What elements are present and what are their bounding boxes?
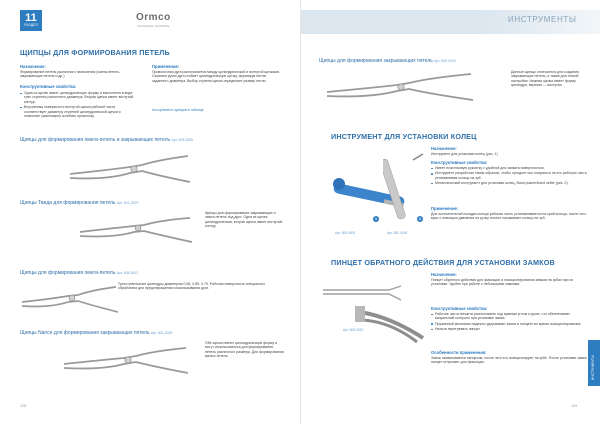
art-tag-lock: Арт. 808-0343 [343,328,364,332]
lock-design-label: Конструктивные свойства: [431,306,488,311]
brand-tagline: Your Practice. Our Priority. [137,24,170,28]
section-title [20,270,138,276]
brand-logo: Ormco [136,12,171,23]
lock-bullet: Рабочие части пинцета расположены под прямым углом к ручке, что обеспечивает визуальный контроль при установке замка. [431,312,589,321]
lock-purpose-label: Назначение: [431,272,457,277]
lock-features-label: Особенности применения: [431,350,487,355]
assortment-link[interactable]: Ассортимент щипцов в таблице [152,108,204,112]
side-tab-label: ИНСТРУМЕНТЫ [591,355,595,380]
ring-bullet: Имеет пластиковую рукоятку с удобной для захвата поверхностью. [431,166,589,170]
section-title [20,200,138,206]
design-bullets [20,91,135,119]
section-note: Трехступенчатые цилиндры диаметром 0.65, 0.85, 0.75. Рабочая поверхность специально обработана для предотвращения соскальзывания дуги. [118,282,266,291]
lock-design-bullets [431,312,589,333]
section-title-text: Щипцы для формирования омега-петель [20,270,116,276]
ring-bullet: Инструмент разработан таким образом, чтобы ортодонт мог опираться на его рабочую часть, устанавливая кольцо на зуб. [431,171,589,180]
page-number: 118 [20,403,27,408]
ring-section-title: ИНСТРУМЕНТ ДЛЯ УСТАНОВКИ КОЛЕЦ [331,132,477,141]
section-title [20,137,193,143]
section-note: Обе щечки имеют цилиндрическую форму и могут использоваться для формирования петель различного размера. Для формирования малых петель. [205,341,284,359]
section-title-text: Щипцы для формирования закрывающих петель [319,58,433,64]
side-tab [588,340,600,386]
page-tab-sub: РАЗДЕЛ [24,23,38,27]
section-title-text: Щипцы Nance для формирования закрывающих петель [20,330,150,336]
page-number: 119 [571,403,578,408]
section-note: Данные щипцы отличаются для создания закрывающих петель, а также для тонкой настройки. Нижняя щечка имеет форму цилиндра, верхняя — вогнутая. [511,70,579,88]
article-number: Арт. 805-0030 [434,59,456,63]
section-note: Щипцы для формирования закрывающих и омега-петель под дуги. Одна из щечек цилиндрическая, вторая щечка имеет вогнутый контур. [205,211,283,229]
right-page [300,0,600,424]
article-number: Арт. 805-0812 [116,271,139,275]
ring-design-label: Конструктивные свойства: [431,160,488,165]
article-number: Арт. 801-0028 [150,331,173,335]
ring-purpose-label: Назначение: [431,146,457,151]
lock-bullet: Нельзя перегревать пинцет. [431,327,589,331]
figure-2-badge: 2 [418,216,422,221]
ring-application-label: Применение: [431,206,459,211]
ring-bullet: Металлический инструмент для установки колец, Band pusher/band setter (рис. 2). [431,181,589,185]
ring-application-text: Для окончательной посадки кольца рабочая часть устанавливается на край кольца, после чего врач с помощью давления на ручку плотно насаживает кольцо на зуб. [431,212,587,221]
section-title-text: Щипцы Твида для формирования петель [20,200,116,206]
closing-loop-pliers-image [325,68,475,108]
tweed-pliers-image [78,214,194,246]
art-tag-1: Арт. 808-0500 [335,231,356,235]
purpose-text: Формирование петель различного назначения (омега-петель, закрывающих петель и др.) [20,70,121,79]
section-title-text: Щипцы для формирования омега-петель и закрывающих петель [20,137,171,143]
nance-pliers-image [62,342,192,380]
design-bullet: Одна из щечек имеет цилиндрическую форму и выполнена в виде трех ступенек различного диаметра. Вторая щечка имеет вогнутый контур. [20,91,135,104]
article-number: Арт. 801-0075 [116,201,139,205]
purpose-label: Назначение: [20,64,46,69]
page-tab-number: 11 [25,12,37,24]
header-title: ИНСТРУМЕНТЫ [508,15,577,24]
application-label: Применение: [152,64,180,69]
article-number: Арт. 805-0836 [171,138,194,142]
page-tab [20,10,42,31]
omega-pliers-image [20,282,120,318]
ring-purpose-text: Инструмент для установки колец (рис. 1) [431,152,498,156]
lock-purpose-text: Пинцет обратного действия для фиксации и позиционирования замков на зубах при их установке. Удобен при работе с небольшими замками. [431,278,574,287]
design-label: Конструктивные свойства: [20,84,77,89]
section-title [20,330,172,336]
lock-features-text: Замок захватывается пинцетом, после чего его позиционируют на зубе. После установки замка пинцет отпускают для фиксации. [431,356,587,365]
ring-design-bullets [431,166,589,187]
loop-pliers-image [68,150,198,190]
section-title [319,58,456,64]
art-tag-2: Арт. 882-0006 [387,231,408,235]
lock-bullet: Пружинный механизм надежно удерживает замок в пинцете во время позиционирования. [431,322,589,326]
application-text: Проволочная дуга располагается между цилиндрической и вогнутой щечками. Сжатием ручек дуга огибает цилиндрическую щечку, формируя петлю заданного диаметра. Выбор ступени щечки определяет размер петли. [152,70,280,83]
lock-section-title: ПИНЦЕТ ОБРАТНОГО ДЕЙСТВИЯ ДЛЯ УСТАНОВКИ ЗАМКОВ [331,258,555,267]
reverse-tweezers-image [319,276,427,346]
page-title: ЩИПЦЫ ДЛЯ ФОРМИРОВАНИЯ ПЕТЕЛЬ [20,48,170,57]
design-bullet: Внутренняя поверхность вогнутой щечки рабочей части соответствует диаметру ступеней цилиндрической щечки и позволяет равномерно изгибать проволоку. [20,105,135,118]
figure-1-badge: 1 [374,216,378,221]
